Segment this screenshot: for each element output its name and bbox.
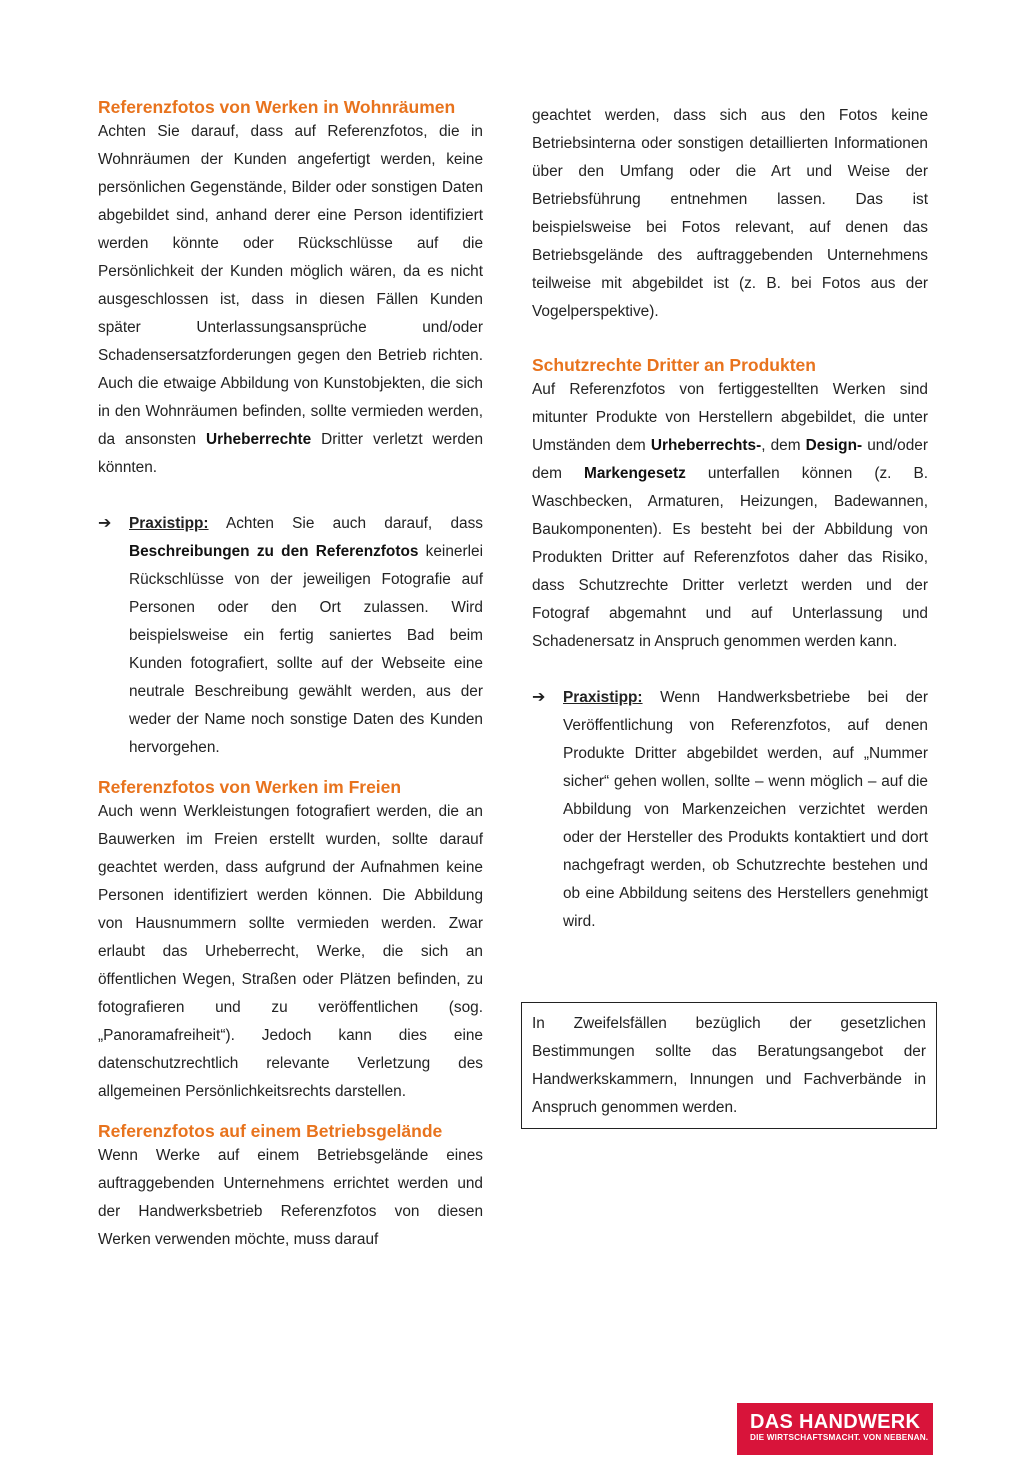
text-run: , dem xyxy=(761,437,806,454)
praxistipp-label: Praxistipp: xyxy=(563,689,643,706)
praxistipp-label: Praxistipp: xyxy=(129,515,209,532)
text-run: Achten Sie auch darauf, dass xyxy=(208,515,483,532)
section-title-wohnraeume: Referenzfotos von Werken in Wohnräumen xyxy=(98,97,456,117)
arrow-right-icon: ➔ xyxy=(98,515,112,532)
text-run: Wenn Handwerksbetriebe bei der Veröffentlichung von Referenzfotos, auf denen Produkte Dritter abgebildet werden, auf „Nummer sicher“ gehen wollen, sollte – wenn möglich – auf die Abbildung von Markenzeichen verzichtet werden oder der Hersteller des Produkts kontaktiert und dort nachgefragt werden, ob Schutzrechte bestehen und ob eine Abbildung seitens des Herstellers genehmigt wird. xyxy=(563,689,928,930)
section-title-betriebsgelaende: Referenzfotos auf einem Betriebsgelände xyxy=(98,1121,443,1141)
left-column xyxy=(98,96,483,1254)
text-run: Auf Referenzfotos von fertiggestellten Werken sind mitunter Produkte von Herstellern abgebildet, die unter Umständen dem xyxy=(532,381,928,454)
bold-term-design: Design- xyxy=(805,437,863,454)
info-box: In Zweifelsfällen bezüglich der gesetzlichen Bestimmungen sollte das Beratungsangebot der Handwerkskammern, Innungen und Fachverbände in Anspruch genommen werden. xyxy=(521,1002,937,1129)
praxistipp-2 xyxy=(532,684,928,936)
bold-term-urheberrechte: Urheberrechte xyxy=(206,431,312,448)
text-run: und/oder dem xyxy=(532,437,928,482)
section-text-schutzrechte xyxy=(532,376,928,656)
text-run: unterfallen können (z. B. Waschbecken, Armaturen, Heizungen, Badewannen, Baukomponenten). Es besteht bei der Abbildung von Produkten Dritter auf Referenzfotos daher das Risiko, dass Schutzrechte Dritter verletzt werden und der Fotograf abgemahnt und auf Unterlassung und Schadenersatz in Anspruch genommen werden kann. xyxy=(532,465,929,650)
section-title-freien: Referenzfotos von Werken im Freien xyxy=(98,777,402,797)
bold-term-urheberrechts: Urheberrechts- xyxy=(650,437,762,454)
arrow-right-icon: ➔ xyxy=(532,689,546,706)
logo-wordmark: DAS HANDWERK xyxy=(750,1411,921,1433)
logo-claim: DIE WIRTSCHAFTSMACHT. VON NEBENAN. xyxy=(750,1433,929,1442)
praxistipp-1 xyxy=(98,510,483,762)
text-run: Achten Sie darauf, dass auf Referenzfotos, die in Wohnräumen der Kunden angefertigt werden, keine persönlichen Gegenstände, Bilder oder sonstigen Daten abgebildet sind, anhand derer eine Person identifiziert werden könnte oder Rückschlüsse auf die Persönlichkeit der Kunden möglich wären, da es nicht ausgeschlossen ist, dass in diesen Fällen Kunden später Unterlassungsansprüche und/oder Schadensersatzforderungen gegen den Betrieb richten. Auch die etwaige Abbildung von Kunstobjekten, die sich in den Wohnräumen befinden, sollte vermieden werden, da ansonsten xyxy=(98,123,483,448)
text-run: keinerlei Rückschlüsse von der jeweiligen Fotografie auf Personen oder den Ort zulassen. Wird beispielsweise ein fertig saniertes Bad beim Kunden fotografiert, sollte auf der Webseite eine neutrale Beschreibung gewählt werden, aus der weder der Name noch sonstige Daten des Kunden hervorgehen. xyxy=(129,543,483,756)
bold-term-markengesetz: Markengesetz xyxy=(584,465,686,482)
das-handwerk-logo xyxy=(737,1403,933,1455)
section-text-freien: Auch wenn Werkleistungen fotografiert werden, die an Bauwerken im Freien erstellt wurden, sollte darauf geachtet werden, dass aufgrund der Aufnahmen keine Personen identifiziert werden können. Die Abbildung von Hausnummern sollte vermieden werden. Zwar erlaubt das Urheberrecht, Werke, die sich an öffentlichen Wegen, Straßen oder Plätzen befinden, zu fotografieren und zu veröffentlichen (sog. „Panoramafreiheit“). Jedoch kann dies eine datenschutzrechtlich relevante Verletzung des allgemeinen Persönlichkeitsrechts darstellen. xyxy=(98,803,483,1100)
section-text-wohnraeume xyxy=(98,118,483,482)
bold-term-beschreibungen: Beschreibungen zu den Referenzfotos xyxy=(129,543,419,560)
continued-text: geachtet werden, dass sich aus den Fotos keine Betriebsinterna oder sonstigen detaillierten Informationen über den Umfang oder die Art und Weise der Betriebsführung entnehmen lassen. Das ist beispielsweise bei Fotos relevant, auf denen das Betriebsgelände des auftraggebenden Unternehmens teilweise mit abgebildet ist (z. B. bei Fotos aus der Vogelperspektive). xyxy=(532,107,928,320)
section-text-betriebsgelaende: Wenn Werke auf einem Betriebsgelände eines auftraggebenden Unternehmens errichtet werden und der Handwerksbetrieb Referenzfotos von diesen Werken verwenden möchte, muss darauf xyxy=(98,1147,483,1248)
section-title-schutzrechte: Schutzrechte Dritter an Produkten xyxy=(532,355,816,375)
right-column xyxy=(532,102,928,936)
text-run: Dritter verletzt werden könnten. xyxy=(98,431,484,476)
